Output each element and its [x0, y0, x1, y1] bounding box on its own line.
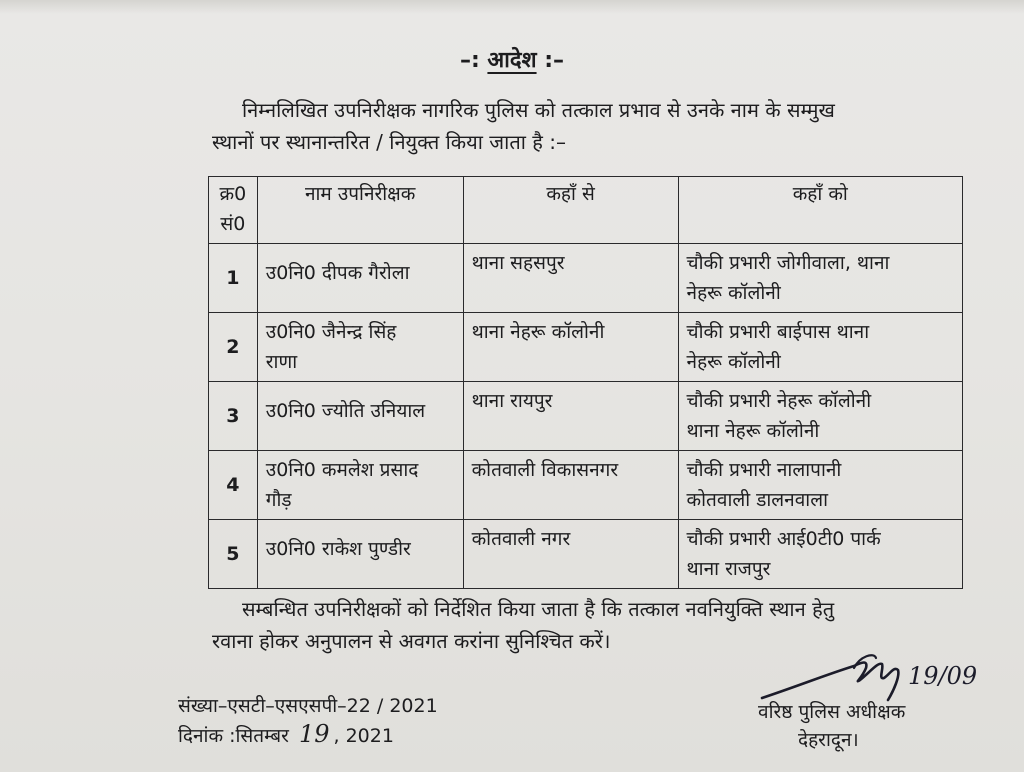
header-serial: क्र0 सं0 — [209, 177, 258, 244]
table-row — [209, 313, 963, 382]
row-from: कोतवाली विकासनगर — [463, 451, 678, 520]
intro-line-2: स्थानों पर स्थानान्तरित / नियुक्त किया जाता है :– — [212, 130, 566, 154]
transfer-table — [208, 176, 963, 589]
row-to: चौकी प्रभारी नेहरू कॉलोनी थाना नेहरू कॉलोनी — [678, 382, 962, 451]
row-serial: 2 — [209, 313, 258, 382]
signatory-designation: वरिष्ठ पुलिस अधीक्षक — [758, 701, 906, 723]
signature-block — [758, 650, 998, 765]
row-serial: 4 — [209, 451, 258, 520]
title-suffix: :– — [544, 48, 565, 73]
title-prefix: –: — [459, 48, 480, 73]
row-officer-name: उ0नि0 कमलेश प्रसाद गौड़ — [257, 451, 463, 520]
row-from: थाना सहसपुर — [463, 244, 678, 313]
table-row — [209, 382, 963, 451]
row-to: चौकी प्रभारी बाईपास थाना नेहरू कॉलोनी — [678, 313, 962, 382]
date-label: दिनांक :सितम्बर — [178, 725, 289, 747]
closing-paragraph — [212, 593, 952, 657]
table-row — [209, 244, 963, 313]
date-day-handwritten: 19 — [298, 720, 330, 748]
order-title — [0, 44, 1024, 74]
header-to: कहाँ को — [678, 177, 962, 244]
page-edge-shadow — [0, 0, 1024, 14]
table-header-row — [209, 177, 963, 244]
closing-line-2: रवाना होकर अनुपालन से अवगत करांना सुनिश्चित करें। — [212, 629, 611, 653]
table-row — [209, 451, 963, 520]
row-serial: 3 — [209, 382, 258, 451]
intro-paragraph — [212, 94, 952, 158]
date-year: , 2021 — [333, 725, 394, 747]
reference-number: संख्या–एसटी–एसएसपी–22 / 2021 — [178, 695, 438, 717]
table-row — [209, 520, 963, 589]
row-to: चौकी प्रभारी नालापानी कोतवाली डालनवाला — [678, 451, 962, 520]
title-main: आदेश — [487, 48, 537, 73]
row-from: कोतवाली नगर — [463, 520, 678, 589]
intro-line-1: निम्नलिखित उपनिरीक्षक नागरिक पुलिस को तत्काल प्रभाव से उनके नाम के सम्मुख — [242, 98, 835, 122]
row-serial: 1 — [209, 244, 258, 313]
row-serial: 5 — [209, 520, 258, 589]
signature-date: 19/09 — [908, 662, 978, 690]
reference-date — [178, 720, 394, 748]
row-to: चौकी प्रभारी आई0टी0 पार्क थाना राजपुर — [678, 520, 962, 589]
closing-line-1: सम्बन्धित उपनिरीक्षकों को निर्देशित किया जाता है कि तत्काल नवनियुक्ति स्थान हेतु — [242, 597, 835, 621]
row-officer-name: उ0नि0 राकेश पुण्डीर — [257, 520, 463, 589]
signatory-place: देहरादून। — [798, 729, 859, 751]
header-name: नाम उपनिरीक्षक — [257, 177, 463, 244]
row-from: थाना रायपुर — [463, 382, 678, 451]
header-from: कहाँ से — [463, 177, 678, 244]
row-to: चौकी प्रभारी जोगीवाला, थाना नेहरू कॉलोनी — [678, 244, 962, 313]
row-officer-name: उ0नि0 दीपक गैरोला — [257, 244, 463, 313]
row-from: थाना नेहरू कॉलोनी — [463, 313, 678, 382]
row-officer-name: उ0नि0 ज्योति उनियाल — [257, 382, 463, 451]
row-officer-name: उ0नि0 जैनेन्द्र सिंह राणा — [257, 313, 463, 382]
